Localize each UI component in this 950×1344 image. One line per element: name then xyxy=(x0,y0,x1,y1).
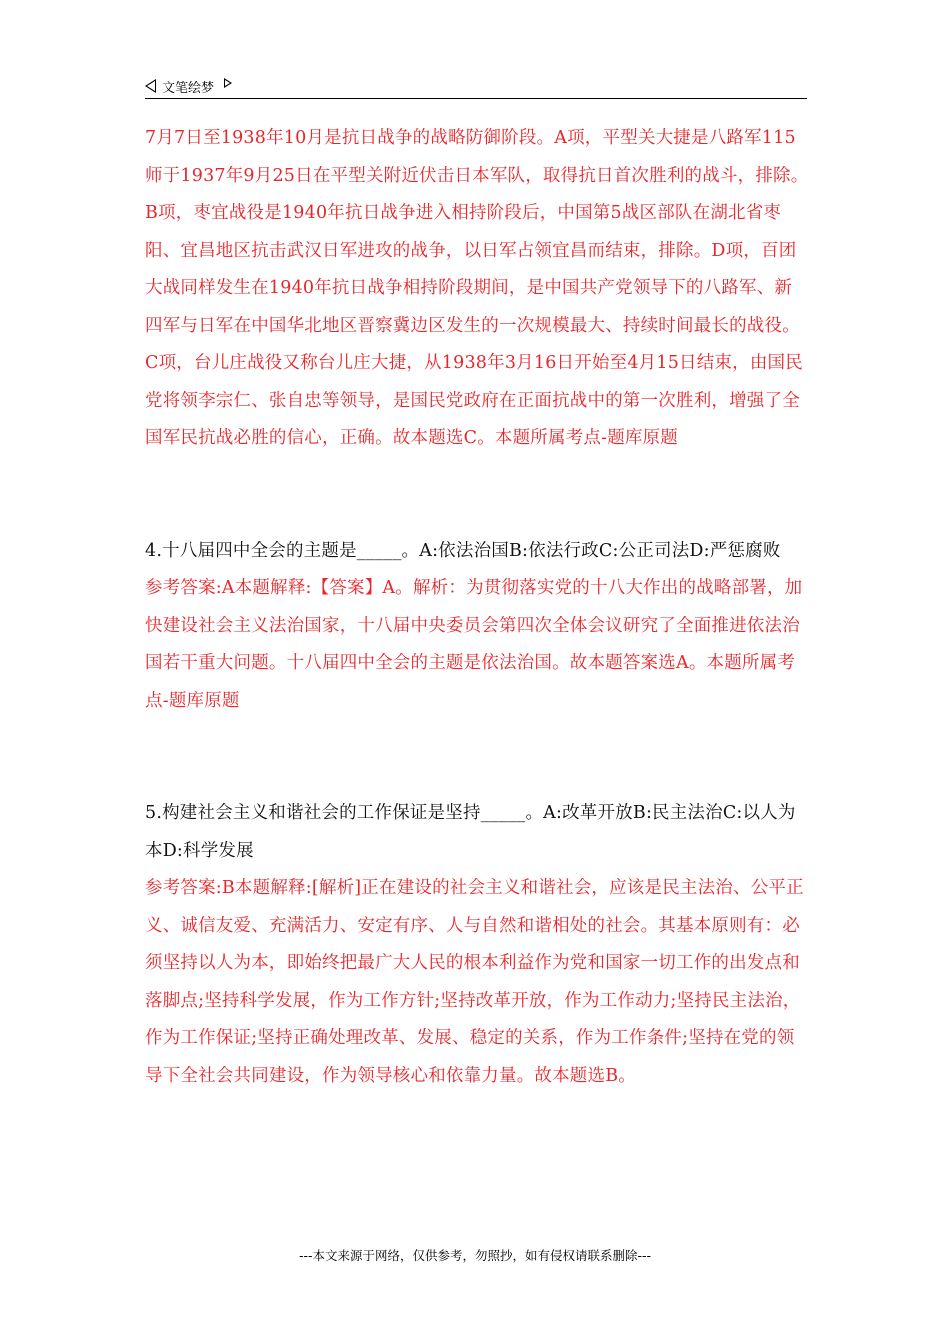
answer-explanation-4: 参考答案:A本题解释:【答案】A。解析：为贯彻落实党的十八大作出的战略部署，加快建设社会主义法治国家，十八届中央委员会第四次全体会议研究了全面推进依法治国若干重大问题。十八届四中全会的主题是依法治国。故本题答案选A。本题所属考点-题库原题 xyxy=(145,578,803,711)
triangle-left-icon xyxy=(145,79,156,93)
spacer xyxy=(145,458,809,533)
question-4: 4.十八届四中全会的主题是_____。A:依法治国B:依法行政C:公正司法D:严惩腐败 xyxy=(145,540,781,561)
question-5: 5.构建社会主义和谐社会的工作保证是坚持_____。A:改革开放B:民主法治C:以人为本D:科学发展 xyxy=(145,803,796,861)
page-header xyxy=(145,74,807,99)
spacer xyxy=(145,720,809,795)
header-title: 文笔绘梦 xyxy=(162,80,215,96)
answer-explanation-3: 7月7日至1938年10月是抗日战争的战略防御阶段。A项，平型关大捷是八路军115师于1937年9月25日在平型关附近伏击日本军队，取得抗日首次胜利的战斗，排除。B项，枣宜战役是1940年抗日战争进入相持阶段后，中国第5战区部队在湖北省枣阳、宜昌地区抗击武汉日军进攻的战争，以日军占领宜昌而结束，排除。D项，百团大战同样发生在1940年抗日战争相持阶段期间，是中国共产党领导下的八路军、新四军与日军在中国华北地区晋察冀边区发生的一次规模最大、持续时间最长的战役。C项，台儿庄战役又称台儿庄大捷，从1938年3月16日开始至4月15日结束，由国民党将领李宗仁、张自忠等领导，是国民党政府在正面抗战中的第一次胜利，增强了全国军民抗战必胜的信心，正确。故本题选C。本题所属考点-题库原题 xyxy=(145,128,809,448)
page-footer: ---本文来源于网络，仅供参考，勿照抄，如有侵权请联系删除--- xyxy=(298,1248,652,1263)
document-body xyxy=(145,120,809,1095)
answer-explanation-5: 参考答案:B本题解释:[解析]正在建设的社会主义和谐社会，应该是民主法治、公平正义、诚信友爱、充满活力、安定有序、人与自然和谐相处的社会。其基本原则有：必须坚持以人为本，即始终把最广大人民的根本利益作为党和国家一切工作的出发点和落脚点;坚持科学发展，作为工作方针;坚持改革开放，作为工作动力;坚持民主法治，作为工作保证;坚持正确处理改革、发展、稳定的关系，作为工作条件;坚持在党的领导下全社会共同建设，作为领导核心和依靠力量。故本题选B。 xyxy=(145,878,804,1086)
triangle-right-icon xyxy=(224,78,232,88)
